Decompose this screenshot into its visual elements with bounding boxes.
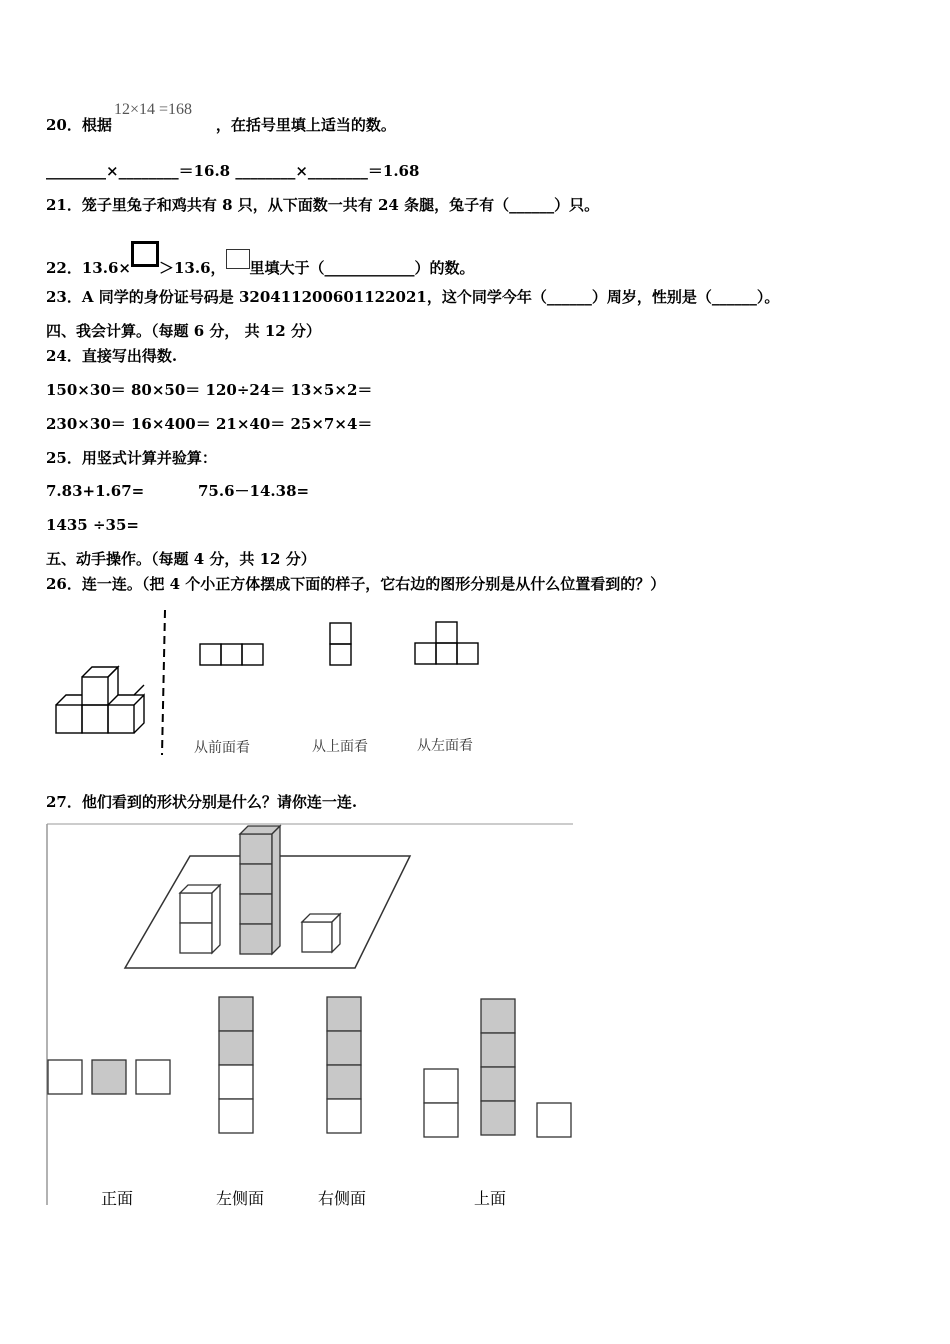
q20-line [46, 115, 396, 135]
stack-four-gray [240, 826, 280, 954]
option-front [48, 1060, 170, 1094]
q22-suffix: 里填大于（____________）的数。 [249, 259, 475, 277]
q22-prefix: 22．13.6× [46, 259, 131, 277]
view-left-squares [415, 622, 478, 664]
q20-prefix: 20．根据 [46, 116, 112, 134]
caption-left-side: 左侧面 [216, 1189, 265, 1208]
q22-line [46, 241, 475, 278]
q25-expr2: 75.6－14.38= [198, 482, 310, 500]
q20-blanks: ________×________＝16.8 ________×________＝1.68 [46, 162, 420, 180]
box-small-icon [226, 249, 250, 269]
q20-suffix: ，在括号里填上适当的数。 [215, 116, 396, 134]
dashed-divider [162, 610, 165, 755]
stack-two-white [180, 885, 220, 953]
box-big-icon [131, 241, 159, 267]
option-right-side [327, 997, 361, 1133]
section-4-heading: 四、我会计算。（每题 6 分， 共 12 分） [46, 322, 321, 340]
option-top [424, 999, 571, 1137]
q22-mid: ＞13.6， [158, 259, 226, 277]
q25-title: 25．用竖式计算并验算： [46, 449, 217, 467]
section-5-heading: 五、动手操作。（每题 4 分，共 12 分） [46, 550, 316, 568]
caption-top-view: 从上面看 [312, 739, 368, 755]
view-front-squares [200, 644, 263, 665]
q23-text: 23．A 同学的身份证号码是 320411200601122021，这个同学今年（______）周岁，性别是（______）。 [46, 288, 780, 306]
cube-stack-drawing [56, 667, 144, 733]
caption-top: 上面 [474, 1189, 507, 1208]
caption-right-side: 右侧面 [318, 1189, 367, 1208]
q25-expr1: 7.83+1.67= [46, 482, 145, 500]
q26-title: 26．连一连。（把 4 个小正方体摆成下面的样子，它右边的图形分别是从什么位置看到的？） [46, 575, 666, 593]
view-top-squares [330, 623, 351, 665]
caption-left-view: 从左面看 [417, 738, 473, 754]
q24-title: 24．直接写出得数. [46, 347, 178, 365]
q27-title: 27．他们看到的形状分别是什么？请你连一连. [46, 793, 358, 811]
q27-figure [45, 822, 575, 1207]
q21-text: 21．笼子里兔子和鸡共有 8 只，从下面数一共有 24 条腿，兔子有（______）只。 [46, 196, 600, 214]
q20-formula: 12×14 =168 [114, 101, 193, 118]
q24-row1: 150×30＝ 80×50＝ 120÷24＝ 13×5×2＝ [46, 381, 373, 399]
caption-front-view: 从前面看 [194, 740, 250, 756]
q24-row2: 230×30＝ 16×400＝ 21×40＝ 25×7×4＝ [46, 415, 373, 433]
option-left-side [219, 997, 253, 1133]
caption-front: 正面 [101, 1189, 134, 1208]
single-white-cube [302, 914, 340, 952]
q25-expr3: 1435 ÷35= [46, 516, 139, 534]
